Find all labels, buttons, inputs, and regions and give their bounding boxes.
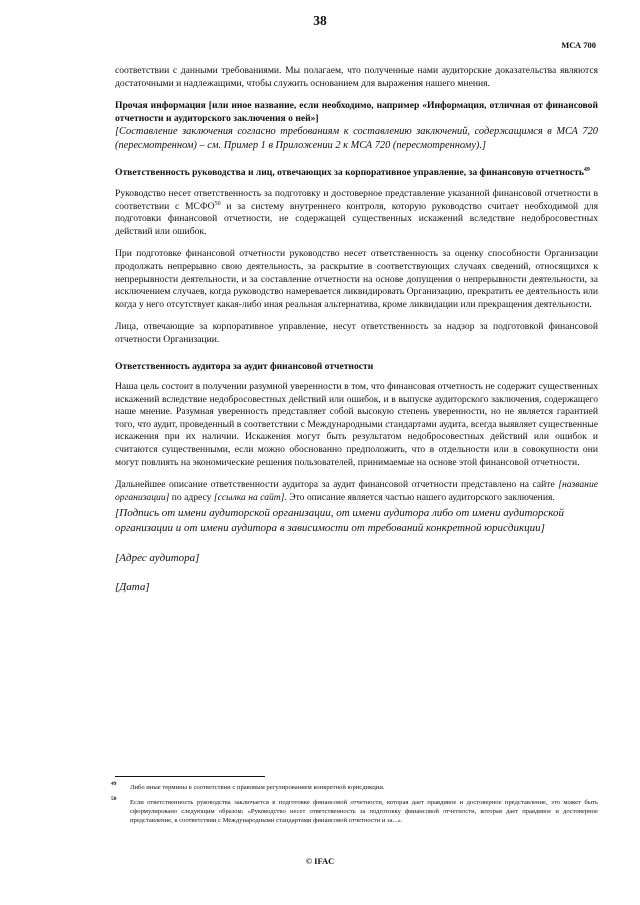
auditor-paragraph-2 <box>115 479 598 504</box>
auditor-p2-b: по адресу <box>169 491 214 503</box>
standard-code: МСА 700 <box>561 40 596 50</box>
footnote-50-text: Если ответственность руководства заключается в подготовке финансовой отчетности, которая дает правдивое и достоверное представление, это может быть сформулировано следующим образом: «Руководство несет ответственность за подготовку финансовой отчетности, которая дает правдивое и достоверное представление, в соответствии с Международными стандартами финансовой отчетности и за...». <box>130 799 598 824</box>
footnote-49-text: Либо иные термины в соответствии с правовым регулированием конкретной юрисдикции. <box>130 784 385 791</box>
other-info-note: [Составление заключения согласно требованиям к составлению заключений, содержащимся в МСА 720 (пересмотренном) – см. Пример 1 в Приложении 2 к МСА 720 (пересмотренному).] <box>115 126 598 152</box>
footnote-separator <box>115 776 265 777</box>
auditor-p2-site: [название организации] <box>115 479 598 503</box>
footnote-49-mark: 49 <box>111 781 117 787</box>
auditor-address: [Адрес аудитора] <box>115 552 200 565</box>
other-info-heading: Прочая информация [или иное название, если необходимо, например «Информация, отличная от финансовой отчетности и аудиторского заключения о ней»] <box>115 100 598 124</box>
management-heading <box>115 167 598 180</box>
auditor-p2-link: [ссылка на сайт] <box>213 491 285 503</box>
auditor-p2-c: . Это описание является частью нашего аудиторского заключения. <box>284 491 555 503</box>
management-p1-a: Руководство несет ответственность за подготовку и достоверное представление указанной финансовой отчетности в соответствии с МСФО <box>115 187 598 212</box>
signature-block: [Подпись от имени аудиторской организации, от имени аудитора либо от имени аудиторской организации и от имени аудитора в зависимости от требований конкретной юрисдикции] <box>115 507 565 535</box>
page-number: 38 <box>313 13 327 28</box>
auditor-heading: Ответственность аудитора за аудит финансовой отчетности <box>115 360 374 372</box>
management-heading-text: Ответственность руководства и лиц, отвечающих за корпоративное управление, за финансовую отчетность <box>115 167 584 179</box>
auditor-paragraph-1: Наша цель состоит в получении разумной уверенности в том, что финансовая отчетность не содержит существенных искажений вследствие недобросовестных действий или ошибок, и в выпуске аудиторского заключения, содержащего наше мнение. Разумная уверенность представляет собой высокую степень уверенности, но не является гарантией того, что аудит, проведенный в соответствии с Международными стандартами аудита, всегда выявляет существенные искажения при их наличии. Искажения могут быть результатом недобросовестных действий или ошибок и считаются существенными, если можно обоснованно предположить, что в отдельности или в совокупности они могут повлиять на экономические решения пользователей, принимаемые на основе этой финансовой отчетности. <box>115 381 598 468</box>
report-date: [Дата] <box>115 581 150 594</box>
management-paragraph-3: Лица, отвечающие за корпоративное управление, несут ответственность за надзор за подготовкой финансовой отчетности Организации. <box>115 321 598 345</box>
management-paragraph-1 <box>115 188 598 238</box>
intro-paragraph: соответствии с данными требованиями. Мы полагаем, что полученные нами аудиторские доказательства являются достаточными и надлежащими, чтобы служить основанием для выражения нашего мнения. <box>115 65 598 89</box>
footnote-ref-49[interactable]: 49 <box>583 167 590 174</box>
footnote-50 <box>111 796 598 825</box>
footnote-50-mark: 50 <box>111 796 117 802</box>
management-p1-b: и за систему внутреннего контроля, которую руководство считает необходимой для подготовки финансовой отчетности, не содержащей существенных искажений вследствие недобросовестных действий или ошибок. <box>115 200 598 237</box>
auditor-p2-a: Дальнейшее описание ответственности аудитора за аудит финансовой отчетности представлено на сайте <box>115 479 559 491</box>
footnote-ref-50[interactable]: 50 <box>214 200 221 207</box>
footnote-49 <box>111 781 598 792</box>
copyright-footer: © IFAC <box>305 856 335 866</box>
page-body <box>115 65 598 594</box>
management-paragraph-2: При подготовке финансовой отчетности руководство несет ответственность за оценку способности Организации продолжать непрерывно свою деятельность, за раскрытие в соответствующих случаях сведений, относящихся к непрерывности деятельности, и за составление отчетности на основе допущения о непрерывности деятельности, за исключением случаев, когда руководство намеревается ликвидировать Организацию, прекратить ее деятельность или когда у него отсутствует какая-либо иная реальная альтернатива, кроме ликвидации или прекращения деятельности. <box>115 248 598 310</box>
